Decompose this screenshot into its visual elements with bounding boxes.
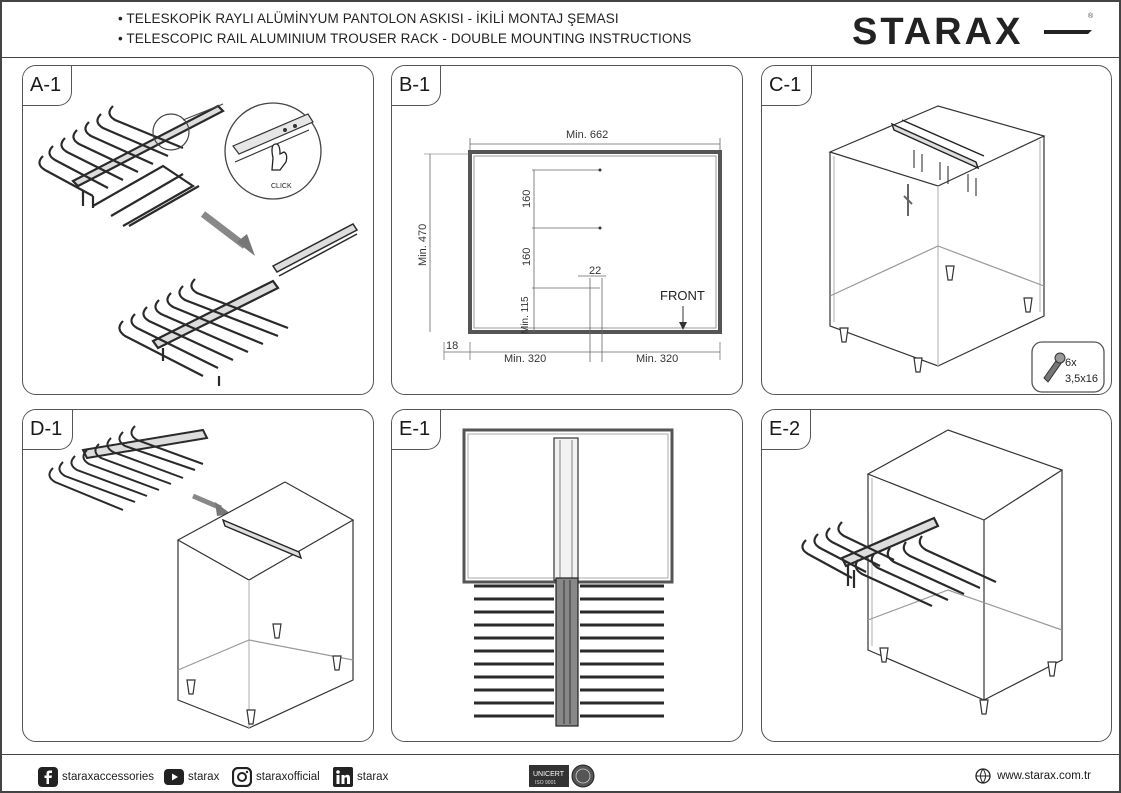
panel-e1 <box>391 409 743 742</box>
youtube-handle: starax <box>188 771 220 783</box>
linkedin-handle: starax <box>357 771 389 783</box>
screw-size: 3,5x16 <box>1065 373 1099 385</box>
d1-cabinet <box>178 482 353 728</box>
website-url: www.starax.com.tr <box>997 770 1091 782</box>
facebook-link[interactable] <box>38 767 154 787</box>
panel-b1-label: B-1 <box>391 65 441 106</box>
e2-rack <box>802 518 996 606</box>
panel-e2-label: E-2 <box>761 409 811 450</box>
dim-min-right: Min. 320 <box>636 353 679 365</box>
dim-min-width: Min. 662 <box>566 129 609 141</box>
logo-wordmark: STARAX <box>852 11 1024 52</box>
panel-c1-label: C-1 <box>761 65 812 106</box>
title-turkish: • TELESKOPİK RAYLI ALÜMİNYUM PANTOLON ASKISI - İKİLİ MONTAJ ŞEMASI <box>118 11 619 26</box>
unicert-badge <box>529 764 601 788</box>
panel-a1 <box>22 65 374 395</box>
instagram-handle: staraxofficial <box>256 771 320 783</box>
click-label: CLICK <box>271 183 292 190</box>
panel-d1 <box>22 409 374 742</box>
screw-quantity: 6x <box>1065 357 1077 369</box>
panel-e2 <box>761 409 1112 742</box>
dim-min-left: Min. 320 <box>504 353 547 365</box>
logo-registered: ® <box>1088 13 1094 20</box>
instagram-link[interactable] <box>232 767 320 787</box>
d1-feet <box>187 624 341 724</box>
linkedin-link[interactable] <box>333 767 388 787</box>
panel-d1-label: D-1 <box>22 409 73 450</box>
hole-marker <box>599 227 602 230</box>
starax-logo <box>852 10 1097 52</box>
logo-swoosh <box>1044 30 1092 34</box>
a1-rack-bottom <box>119 279 288 386</box>
screwdriver-icon <box>904 184 912 216</box>
website-link[interactable] <box>975 768 1091 784</box>
title-english: • TELESCOPIC RAIL ALUMINIUM TROUSER RACK - DOUBLE MOUNTING INSTRUCTIONS <box>118 31 692 46</box>
arrow-down-icon <box>679 322 687 330</box>
cert-standard: ISO 9001 <box>535 780 557 786</box>
dim-spacing-top: 160 <box>521 189 533 208</box>
d1-rack <box>49 426 207 510</box>
d1-illustration <box>23 410 374 742</box>
globe-icon <box>975 768 991 784</box>
dim-edge: 18 <box>446 340 459 352</box>
panel-a1-label: A-1 <box>22 65 72 106</box>
dim-min-height: Min. 470 <box>417 223 429 266</box>
facebook-handle: staraxaccessories <box>62 771 155 783</box>
youtube-icon <box>164 767 184 787</box>
cert-name: UNICERT <box>533 771 564 778</box>
a1-rack-top <box>39 106 223 226</box>
cabinet-opening <box>470 152 720 332</box>
instagram-icon <box>232 767 252 787</box>
front-label: FRONT <box>660 288 705 303</box>
e2-illustration <box>762 410 1112 742</box>
header <box>2 2 1119 58</box>
e2-cabinet <box>868 430 1062 700</box>
c1-cabinet-illustration <box>762 66 1112 395</box>
c1-feet <box>840 266 1032 372</box>
dim-min-bottom: Min. 115 <box>520 296 531 334</box>
hole-marker <box>599 169 602 172</box>
panel-c1 <box>761 65 1112 395</box>
facebook-icon <box>38 767 58 787</box>
panel-e1-label: E-1 <box>391 409 441 450</box>
footer <box>2 754 1119 793</box>
dim-gap: 22 <box>589 265 602 277</box>
b1-dimension-drawing <box>392 66 743 395</box>
e1-rail <box>554 438 578 580</box>
e1-rack-body <box>556 578 578 726</box>
e1-top-view <box>392 410 743 742</box>
panel-b1 <box>391 65 743 395</box>
youtube-link[interactable] <box>164 767 219 787</box>
a1-rail <box>273 224 357 276</box>
a1-illustration <box>23 66 374 395</box>
linkedin-icon <box>333 767 353 787</box>
dim-spacing-mid: 160 <box>521 247 533 266</box>
e2-feet <box>880 648 1056 714</box>
